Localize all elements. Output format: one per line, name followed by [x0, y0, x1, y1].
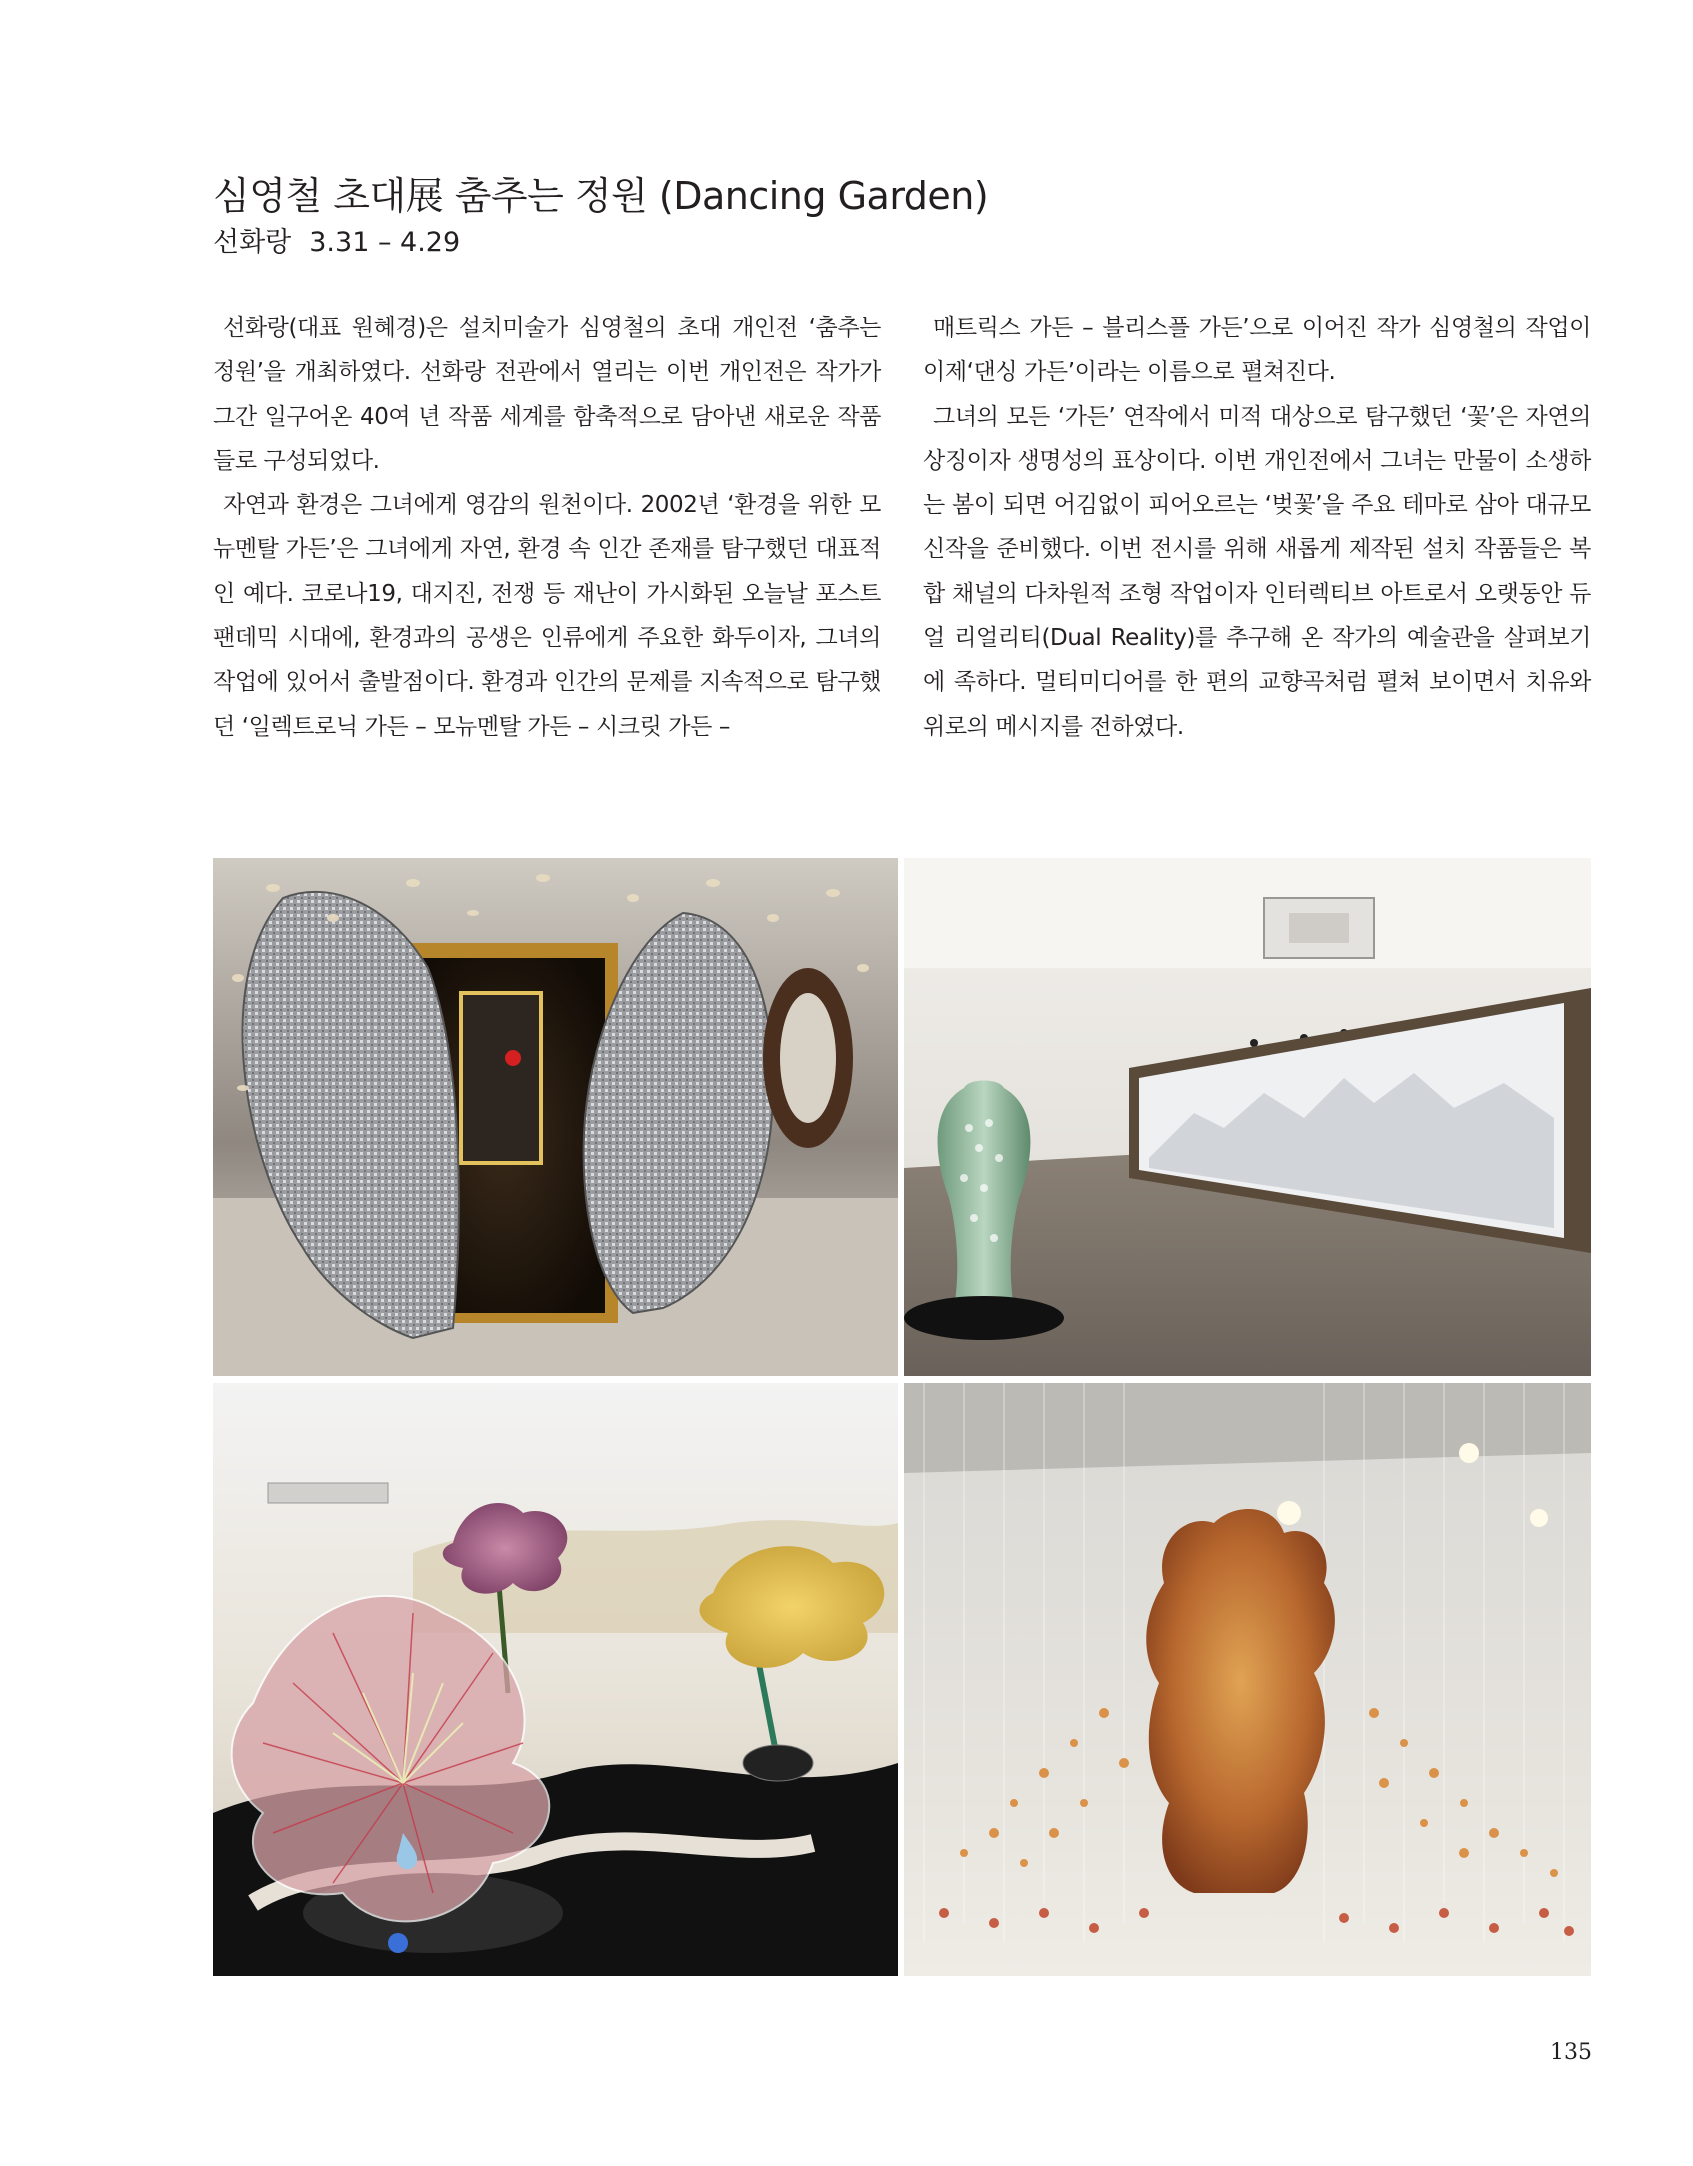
article-subtitle: [213, 224, 988, 262]
paragraph: 선화랑(대표 원혜경)은 설치미술가 심영철의 초대 개인전 ‘춤추는 정원’을 개최하였다. 선화랑 전관에서 열리는 이번 개인전은 작가가 그간 일구어온 40여 년 작품 세계를 함축적으로 담아낸 새로운 작품들로 구성되었다.: [213, 315, 881, 474]
photo-mirror-petals-installation: [213, 858, 898, 1376]
article-title: 심영철 초대展 춤추는 정원 (Dancing Garden): [213, 174, 989, 218]
venue-name: 선화랑: [213, 227, 292, 258]
body-column-left: [213, 306, 881, 749]
paragraph: 자연과 환경은 그녀에게 영감의 원천이다. 2002년 ‘환경을 위한 모뉴멘탈 가든’은 그녀에게 자연, 환경 속 인간 존재를 탐구했던 대표적인 예다. 코로나19, 대지진, 전쟁 등 재난이 가시화된 오늘날 포스트 팬데믹 시대에, 환경과의 공생은 인류에게 주요한 화두이자, 그녀의 작업에 있어서 출발점이다. 환경과 인간의 문제를 지속적으로 탐구했던 ‘일렉트로닉 가든 – 모뉴멘탈 가든 – 시크릿 가든 –: [213, 492, 881, 740]
article-header: [213, 172, 988, 262]
paragraph: 그녀의 모든 ‘가든’ 연작에서 미적 대상으로 탐구했던 ‘꽃’은 자연의 상징이자 생명성의 표상이다. 이번 개인전에서 그녀는 만물이 소생하는 봄이 되면 어김없이 피어오르는 ‘벚꽃’을 주요 테마로 삼아 대규모 신작을 준비했다. 이번 전시를 위해 새롭게 제작된 설치 작품들은 복합 채널의 다차원적 조형 작업이자 인터렉티브 아트로서 오랫동안 듀얼 리얼리티(Dual Reality)를 추구해 온 작가의 예술관을 살펴보기에 족하다. 멀티미디어를 한 편의 교향곡처럼 펼쳐 보이면서 치유와 위로의 메시지를 전하였다.: [923, 403, 1591, 740]
photo-gallery-vase-wall: [904, 858, 1591, 1376]
body-column-right: [923, 306, 1591, 749]
paragraph: 매트릭스 가든 – 블리스플 가든’으로 이어진 작가 심영철의 작업이 이제‘댄싱 가든’이라는 이름으로 펼쳐진다.: [923, 315, 1591, 386]
photo-sequin-figures: [904, 1383, 1591, 1976]
page-number: 135: [1550, 2040, 1592, 2065]
photo-flower-sculptures: [213, 1383, 898, 1976]
exhibition-dates: 3.31 – 4.29: [309, 227, 461, 258]
